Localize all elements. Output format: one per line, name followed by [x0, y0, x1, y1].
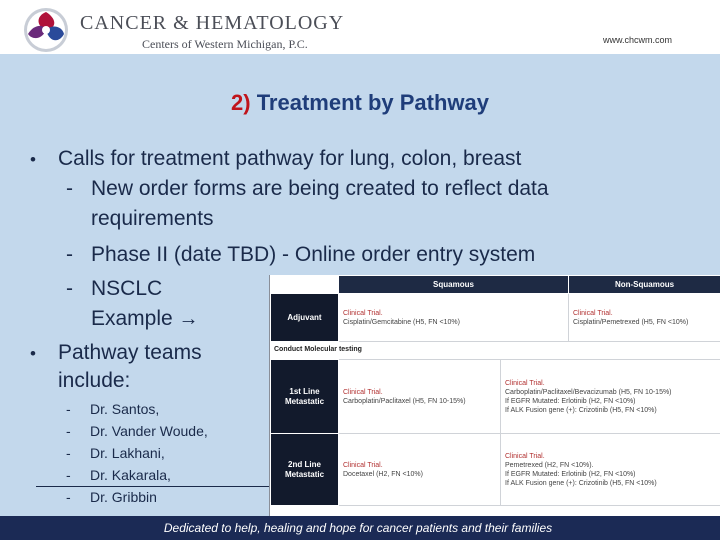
- bullet-1: Calls for treatment pathway for lung, colon, breast: [58, 147, 522, 170]
- bullet-dot-icon: •: [30, 344, 36, 363]
- dash-icon: -: [66, 401, 71, 417]
- cell-trial: Clinical Trial.: [505, 379, 545, 387]
- row-label-line: 2nd Line: [288, 459, 321, 469]
- col-nonsquamous: Non-Squamous: [569, 276, 720, 294]
- logo-icon: [22, 6, 70, 54]
- sub-bullet-1c-line1: NSCLC: [91, 277, 163, 300]
- row-label-line: Metastatic: [284, 396, 325, 406]
- slide-body: [0, 54, 720, 516]
- cell-text: Docetaxel (H2, FN <10%): [343, 470, 423, 478]
- footer: [0, 516, 720, 540]
- row-label-adjuvant: Adjuvant: [271, 294, 339, 342]
- team-member: Dr. Vander Woude,: [90, 423, 208, 439]
- row-label-line: Metastatic: [284, 469, 325, 479]
- dash-icon: -: [66, 467, 71, 483]
- table-cell: [501, 434, 720, 506]
- dash-icon: -: [66, 277, 73, 300]
- table-header-row: [271, 276, 720, 294]
- table-cell: [501, 360, 720, 434]
- table-cell: [339, 360, 501, 434]
- cell-text: Carboplatin/Paclitaxel (H5, FN 10-15%): [343, 397, 466, 405]
- row-label-line: 1st Line: [289, 386, 320, 396]
- cell-trial: Clinical Trial.: [573, 309, 613, 317]
- pathway-table-bottom: [270, 359, 720, 506]
- header: [0, 0, 720, 54]
- cell-trial: Clinical Trial.: [343, 461, 383, 469]
- table-cell: [569, 294, 720, 342]
- cell-text: If EGFR Mutated: Erlotinib (H2, FN <10%): [505, 470, 636, 478]
- dash-icon: -: [66, 423, 71, 439]
- brand-title: CANCER & HEMATOLOGY: [80, 12, 345, 34]
- table-cell: [339, 434, 501, 506]
- team-member: Dr. Lakhani,: [90, 445, 165, 461]
- footer-tagline: Dedicated to help, healing and hope for cancer patients and their families: [163, 521, 553, 535]
- bullet-2-line2: include:: [58, 369, 131, 392]
- molecular-testing-label: Conduct Molecular testing: [274, 346, 362, 353]
- cell-trial: Clinical Trial.: [505, 452, 545, 460]
- table-cell: [339, 294, 569, 342]
- team-member: Dr. Gribbin: [90, 489, 157, 505]
- dash-icon: -: [66, 243, 73, 266]
- website-link[interactable]: www.chcwm.com: [602, 35, 672, 45]
- team-member: Dr. Santos,: [90, 401, 160, 417]
- col-squamous: Squamous: [339, 276, 569, 294]
- table-row: [271, 434, 720, 506]
- team-member: Dr. Kakarala,: [90, 467, 171, 483]
- cell-text: If ALK Fusion gene (+): Crizotinib (H5, FN <10%): [505, 479, 657, 487]
- sub-bullet-1a-line2: requirements: [91, 207, 214, 230]
- table-row: [271, 360, 720, 434]
- example-label: Example: [91, 307, 173, 330]
- sub-bullet-1c-line2: [91, 304, 199, 334]
- dash-icon: -: [66, 177, 73, 200]
- pathway-table-top: [270, 275, 720, 342]
- cell-trial: Clinical Trial.: [343, 309, 383, 317]
- row-label-first-line: [271, 360, 339, 434]
- pathway-table-image: [269, 275, 720, 516]
- cell-text: If EGFR Mutated: Erlotinib (H2, FN <10%): [505, 397, 636, 405]
- divider: [36, 486, 270, 487]
- cell-trial: Clinical Trial.: [343, 388, 383, 396]
- table-row: [271, 294, 720, 342]
- cell-text: Cisplatin/Pemetrexed (H5, FN <10%): [573, 318, 689, 326]
- bullet-2-line1: Pathway teams: [58, 341, 202, 364]
- cell-text: Pemetrexed (H2, FN <10%).: [505, 461, 594, 469]
- sub-bullet-1a-line1: New order forms are being created to reflect data: [91, 177, 549, 200]
- bullet-dot-icon: •: [30, 150, 36, 169]
- title-text: Treatment by Pathway: [256, 90, 489, 115]
- brand-subtitle: Centers of Western Michigan, P.C.: [142, 37, 308, 51]
- cell-text: Cisplatin/Gemcitabine (H5, FN <10%): [343, 318, 460, 326]
- cell-text: If ALK Fusion gene (+): Crizotinib (H5, FN <10%): [505, 406, 657, 414]
- cell-text: Carboplatin/Paclitaxel/Bevacizumab (H5, FN 10-15%): [505, 388, 672, 396]
- arrow-right-icon: →: [178, 308, 199, 330]
- row-label-second-line: [271, 434, 339, 506]
- dash-icon: -: [66, 489, 71, 505]
- sub-bullet-1b: Phase II (date TBD) - Online order entry system: [91, 243, 536, 266]
- table-corner: [271, 276, 339, 294]
- dash-icon: -: [66, 445, 71, 461]
- title-number: 2): [231, 90, 251, 115]
